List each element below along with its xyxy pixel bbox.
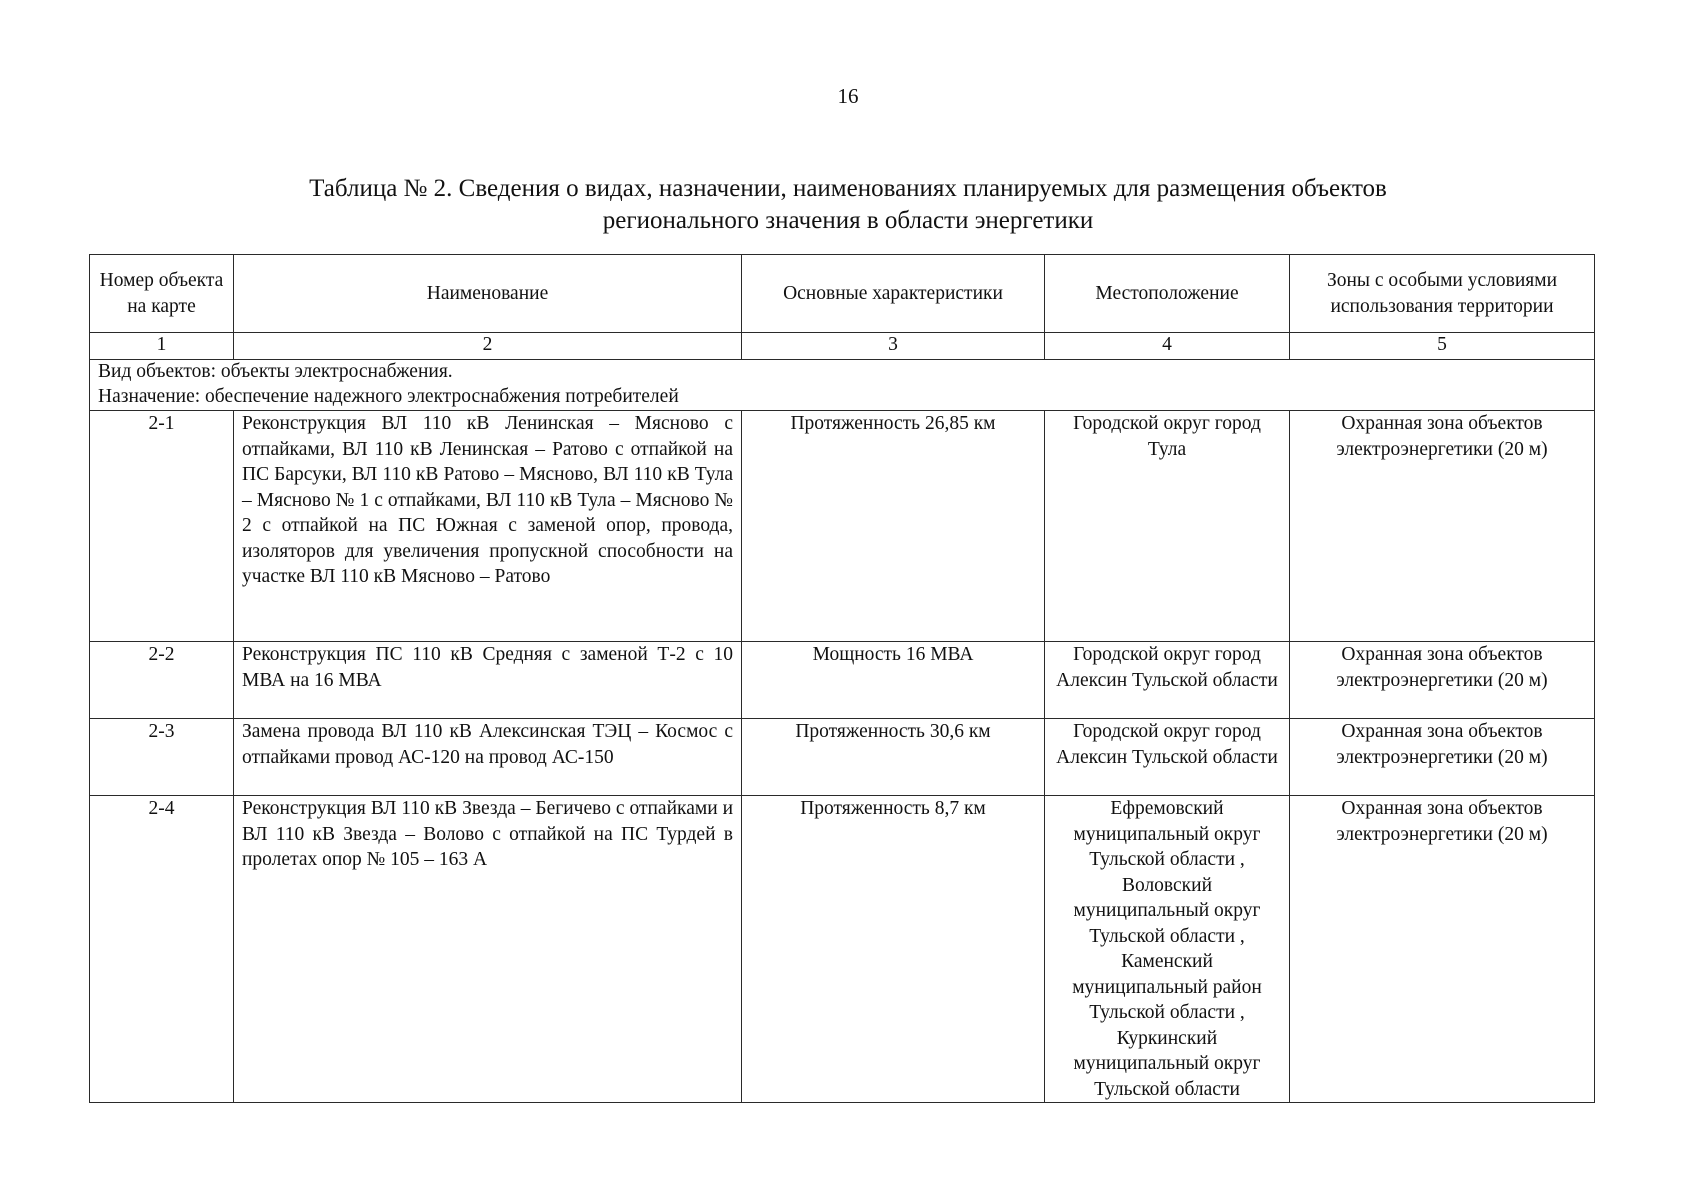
- row-location: Городской округ город Алексин Тульской области: [1045, 719, 1290, 796]
- section-purpose: Назначение: обеспечение надежного электроснабжения потребителей: [98, 385, 679, 407]
- table-title-line-1: Таблица № 2. Сведения о видах, назначении, наименованиях планируемых для размещения объектов: [309, 175, 1387, 202]
- header-map-number: Номер объекта на карте: [90, 255, 234, 333]
- row-zones: Охранная зона объектов электроэнергетики (20 м): [1290, 719, 1595, 796]
- table-row: [90, 642, 1595, 719]
- row-number: 2-4: [90, 796, 234, 1103]
- header-location: Местоположение: [1045, 255, 1290, 333]
- row-number: 2-1: [90, 411, 234, 642]
- column-number: 2: [234, 333, 742, 360]
- column-number-row: [90, 333, 1595, 360]
- table-title: [100, 173, 1596, 237]
- column-number: 4: [1045, 333, 1290, 360]
- header-name: Наименование: [234, 255, 742, 333]
- table-row: [90, 411, 1595, 642]
- table-header-row: [90, 255, 1595, 333]
- section-cell: [90, 360, 1595, 411]
- row-zones: Охранная зона объектов электроэнергетики (20 м): [1290, 642, 1595, 719]
- header-zones: Зоны с особыми условиями использования территории: [1290, 255, 1595, 333]
- row-location: Городской округ город Тула: [1045, 411, 1290, 642]
- row-zones: Охранная зона объектов электроэнергетики (20 м): [1290, 796, 1595, 1103]
- table-title-line-2: регионального значения в области энергетики: [602, 207, 1094, 234]
- column-number: 1: [90, 333, 234, 360]
- page-number: 16: [837, 84, 859, 108]
- row-characteristics: Протяженность 26,85 км: [742, 411, 1045, 642]
- row-characteristics: Мощность 16 МВА: [742, 642, 1045, 719]
- row-name: Реконструкция ВЛ 110 кВ Звезда – Бегичево с отпайками и ВЛ 110 кВ Звезда – Волово с отпайкой на ПС Турдей в пролетах опор № 105 – 163 А: [234, 796, 742, 1103]
- section-row: [90, 360, 1595, 411]
- row-name: Реконструкция ПС 110 кВ Средняя с заменой Т-2 с 10 МВА на 16 МВА: [234, 642, 742, 719]
- section-type: Вид объектов: объекты электроснабжения.: [98, 361, 453, 382]
- row-zones: Охранная зона объектов электроэнергетики (20 м): [1290, 411, 1595, 642]
- row-location: Ефремовский муниципальный округ Тульской области , Воловский муниципальный округ Тульской области , Каменский муниципальный район Тульской области , Куркинский муниципальный округ Тульской области: [1045, 796, 1290, 1103]
- row-characteristics: Протяженность 30,6 км: [742, 719, 1045, 796]
- header-characteristics: Основные характеристики: [742, 255, 1045, 333]
- table-row: [90, 796, 1595, 1103]
- objects-table: [89, 254, 1595, 1103]
- row-characteristics: Протяженность 8,7 км: [742, 796, 1045, 1103]
- column-number: 5: [1290, 333, 1595, 360]
- row-number: 2-3: [90, 719, 234, 796]
- row-name: Реконструкция ВЛ 110 кВ Ленинская – Мясново с отпайками, ВЛ 110 кВ Ленинская – Ратово с отпайкой на ПС Барсуки, ВЛ 110 кВ Ратово – Мясново, ВЛ 110 кВ Тула – Мясново № 1 с отпайками, ВЛ 110 кВ Тула – Мясново № 2 с отпайкой на ПС Южная с заменой опор, провода, изоляторов для увеличения пропускной способности на участке ВЛ 110 кВ Мясново – Ратово: [234, 411, 742, 642]
- table-row: [90, 719, 1595, 796]
- row-name: Замена провода ВЛ 110 кВ Алексинская ТЭЦ – Космос с отпайками провод АС-120 на провод АС-150: [234, 719, 742, 796]
- column-number: 3: [742, 333, 1045, 360]
- row-location: Городской округ город Алексин Тульской области: [1045, 642, 1290, 719]
- row-number: 2-2: [90, 642, 234, 719]
